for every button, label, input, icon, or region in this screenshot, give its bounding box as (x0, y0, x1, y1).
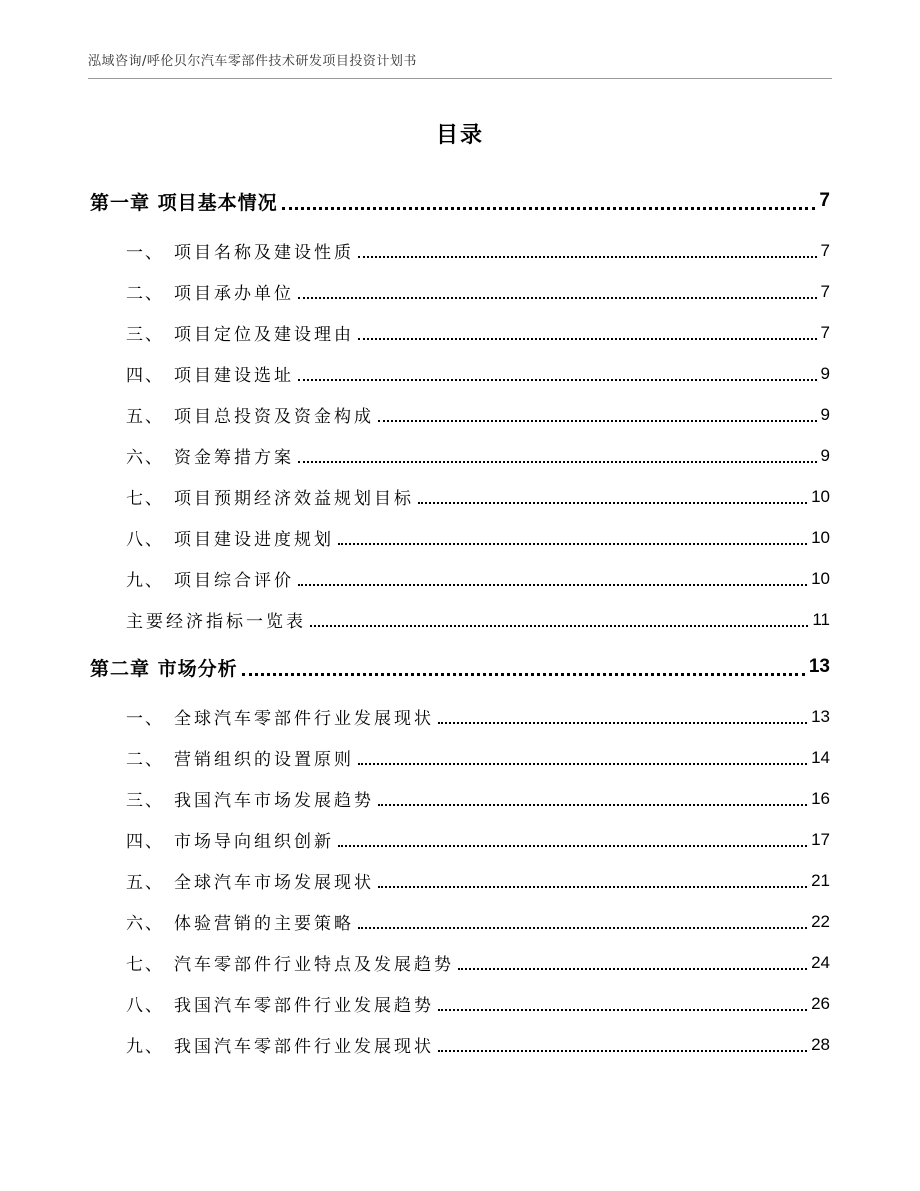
page-number: 16 (811, 788, 830, 808)
table-of-contents (90, 180, 830, 1065)
dot-leader (358, 763, 807, 765)
toc-entry[interactable] (90, 271, 830, 312)
dot-leader (338, 845, 807, 847)
section-number: 三、 (126, 325, 164, 345)
section-label: 汽车零部件行业特点及发展趋势 (174, 955, 454, 975)
toc-entry[interactable] (90, 819, 830, 860)
dot-leader (310, 625, 808, 627)
toc-entry[interactable] (90, 312, 830, 353)
toc-entry[interactable] (90, 558, 830, 599)
section-label: 市场导向组织创新 (174, 832, 334, 852)
section-number: 三、 (126, 791, 164, 811)
toc-entry[interactable] (90, 599, 830, 640)
dot-leader (298, 297, 817, 299)
section-number: 八、 (126, 996, 164, 1016)
toc-entry[interactable] (90, 517, 830, 558)
page-number: 28 (811, 1034, 830, 1054)
section-label: 全球汽车市场发展现状 (174, 873, 374, 893)
dot-leader (338, 543, 807, 545)
section-number: 一、 (126, 709, 164, 729)
toc-entry[interactable] (90, 942, 830, 983)
dot-leader (458, 968, 807, 970)
toc-entry[interactable] (90, 476, 830, 517)
page-number: 7 (820, 322, 830, 342)
toc-entry[interactable] (90, 860, 830, 901)
section-number: 五、 (126, 407, 164, 427)
section-label: 我国汽车零部件行业发展现状 (174, 1037, 434, 1057)
chapter-label: 第一章 项目基本情况 (90, 191, 278, 214)
toc-chapter-2[interactable] (90, 646, 830, 688)
page-number: 22 (811, 911, 830, 931)
section-label: 项目名称及建设性质 (174, 243, 354, 263)
page-number: 13 (811, 706, 830, 726)
page-header: 泓域咨询/呼伦贝尔汽车零部件技术研发项目投资计划书 (88, 54, 417, 69)
section-number: 八、 (126, 530, 164, 550)
section-number: 四、 (126, 366, 164, 386)
section-label: 我国汽车零部件行业发展趋势 (174, 996, 434, 1016)
dot-leader (438, 722, 807, 724)
page-number: 9 (820, 404, 830, 424)
dot-leader (438, 1009, 807, 1011)
dot-leader (418, 502, 807, 504)
dot-leader (378, 420, 817, 422)
page-number: 10 (811, 486, 830, 506)
dot-leader (298, 461, 817, 463)
page-number: 24 (811, 952, 830, 972)
dot-leader (358, 256, 817, 258)
page-number: 10 (811, 568, 830, 588)
section-number: 六、 (126, 914, 164, 934)
section-label: 项目建设进度规划 (174, 530, 334, 550)
section-label: 营销组织的设置原则 (174, 750, 354, 770)
toc-entry[interactable] (90, 696, 830, 737)
toc-entry[interactable] (90, 1024, 830, 1065)
section-label: 资金筹措方案 (174, 448, 294, 468)
section-number: 五、 (126, 873, 164, 893)
section-label: 项目总投资及资金构成 (174, 407, 374, 427)
section-number: 九、 (126, 571, 164, 591)
dot-leader (298, 379, 817, 381)
page-number: 7 (820, 240, 830, 260)
toc-entry[interactable] (90, 778, 830, 819)
section-label: 项目定位及建设理由 (174, 325, 354, 345)
dot-leader (378, 804, 807, 806)
section-label: 项目建设选址 (174, 366, 294, 386)
section-number: 一、 (126, 243, 164, 263)
page-number: 9 (820, 363, 830, 383)
section-label: 主要经济指标一览表 (126, 612, 306, 632)
page-number: 17 (811, 829, 830, 849)
section-number: 四、 (126, 832, 164, 852)
dot-leader (282, 207, 816, 210)
section-label: 体验营销的主要策略 (174, 914, 354, 934)
page-number: 9 (820, 445, 830, 465)
toc-entry[interactable] (90, 394, 830, 435)
section-number: 二、 (126, 750, 164, 770)
page-number: 10 (811, 527, 830, 547)
section-label: 项目综合评价 (174, 571, 294, 591)
chapter-label: 第二章 市场分析 (90, 657, 238, 680)
header-divider (88, 78, 832, 79)
section-label: 项目预期经济效益规划目标 (174, 489, 414, 509)
dot-leader (378, 886, 807, 888)
dot-leader (242, 673, 805, 676)
page-number: 11 (812, 609, 830, 629)
section-label: 项目承办单位 (174, 284, 294, 304)
page-number: 7 (820, 281, 830, 301)
page-number: 13 (808, 656, 830, 677)
toc-entry[interactable] (90, 737, 830, 778)
page-number: 21 (811, 870, 830, 890)
page-number: 14 (811, 747, 830, 767)
section-number: 七、 (126, 489, 164, 509)
section-number: 六、 (126, 448, 164, 468)
dot-leader (438, 1050, 807, 1052)
section-label: 我国汽车市场发展趋势 (174, 791, 374, 811)
toc-entry[interactable] (90, 230, 830, 271)
section-label: 全球汽车零部件行业发展现状 (174, 709, 434, 729)
section-number: 九、 (126, 1037, 164, 1057)
page-number: 7 (819, 190, 830, 211)
page-number: 26 (811, 993, 830, 1013)
page-title: 目录 (435, 123, 484, 148)
section-number: 七、 (126, 955, 164, 975)
dot-leader (298, 584, 807, 586)
toc-entry[interactable] (90, 353, 830, 394)
toc-entry[interactable] (90, 983, 830, 1024)
section-number: 二、 (126, 284, 164, 304)
toc-entry[interactable] (90, 435, 830, 476)
toc-entry[interactable] (90, 901, 830, 942)
dot-leader (358, 927, 807, 929)
toc-chapter-1[interactable] (90, 180, 830, 222)
dot-leader (358, 338, 817, 340)
